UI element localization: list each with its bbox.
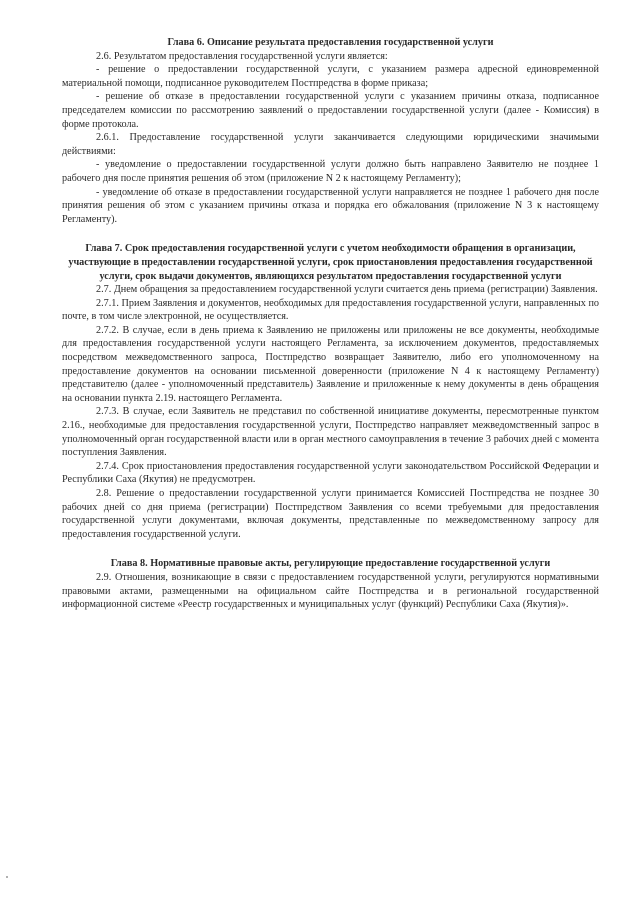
paragraph-2-7-1: 2.7.1. Прием Заявления и документов, необходимых для предоставления государственной услуги, направленных по почте, в том числе электронной, не осуществляется. [62,297,599,323]
paragraph-decision-grant: - решение о предоставлении государственной услуги, с указанием размера адресной единовременной материальной помощи, подписанное руководителем Постпредства в форме приказа; [62,64,599,89]
paragraph-2-6: 2.6. Результатом предоставления государственной услуги является: [96,50,388,62]
paragraph-2-8: 2.8. Решение о предоставлении государственной услуги принимается Комиссией Постпредства не позднее 30 рабочих дней со дня приема (регистрации) Постпредством Заявления со всеми требуемыми для предоставления государственной услуги документами, включая документы, представленные по межведомственному запросу для предоставления государственной услуги. [62,488,599,540]
scan-speck [6,876,8,878]
paragraph-2-7: 2.7. Днем обращения за предоставлением государственной услуги считается день приема (регистрации) Заявления. [96,284,598,296]
paragraph-notice-grant: - уведомление о предоставлении государственной услуги должно быть направлено Заявителю не позднее 1 рабочего дня после принятия решения об этом (приложение N 2 к настоящему Регламенту); [62,159,599,184]
chapter-8-title: Глава 8. Нормативные правовые акты, регулирующие предоставление государственной услуги [110,558,551,570]
paragraph-2-9: 2.9. Отношения, возникающие в связи с предоставлением государственной услуги, регулируются нормативными правовыми актами, размещенными на официальном сайте Постпредства и в региональной государственной информационной системе «Реестр государственных и муниципальных услуг (функций) Республики Саха (Якутия)». [62,571,599,611]
paragraph-decision-refusal: - решение об отказе в предоставлении государственной услуги с указанием причины отказа, подписанное председателем комиссии по рассмотрению заявлений о предоставлении государственной услуги (далее - Комиссия) в форме протокола. [62,91,599,130]
document-page [62,36,599,612]
chapter-7-title: Глава 7. Срок предоставления государственной услуги с учетом необходимости обращения в организации, участвующие в предоставлении государственной услуги, срок приостановления предоставления государственной услуги, срок выдачи документов, являющихся результатом предоставления государственной услуги [68,243,593,282]
paragraph-2-6-1: 2.6.1. Предоставление государственной услуги заканчивается следующими юридическими значимыми действиями: [62,132,599,157]
paragraph-2-7-4: 2.7.4. Срок приостановления предоставления государственной услуги законодательством Российской Федерации и Республики Саха (Якутия) не предусмотрен. [62,460,599,486]
chapter-6-title: Глава 6. Описание результата предоставления государственной услуги [167,37,494,48]
paragraph-notice-refusal: - уведомление об отказе в предоставлении государственной услуги направляется не позднее 1 рабочего дня после принятия решения об этом с указанием причины отказа и порядка его обжалования (приложение N 3 к настоящему Регламенту). [62,186,599,225]
paragraph-2-7-3: 2.7.3. В случае, если Заявитель не представил по собственной инициативе документы, пересмотренные пунктом 2.16., необходимые для предоставления государственной услуги, Постпредство направляет межведомственный запрос в уполномоченный орган государственной власти или в орган местного самоуправления в течение 3 рабочих дней с момента поступления Заявления. [62,406,599,459]
paragraph-2-7-2: 2.7.2. В случае, если в день приема к Заявлению не приложены или приложены не все документы, необходимые для предоставления государственной услуги настоящего Регламента, за исключением документов, предоставляемых посредством межведомственного запроса, Постпредство возвращает Заявителю, либо его уполномоченному на предоставление документов на основании письменной доверенности (приложение N 4 к настоящему Регламенту) представителю (далее - уполномоченный представитель) Заявление и приложенные к нему документы в день обращения на основании пункта 2.19. настоящего Регламента. [62,324,599,404]
